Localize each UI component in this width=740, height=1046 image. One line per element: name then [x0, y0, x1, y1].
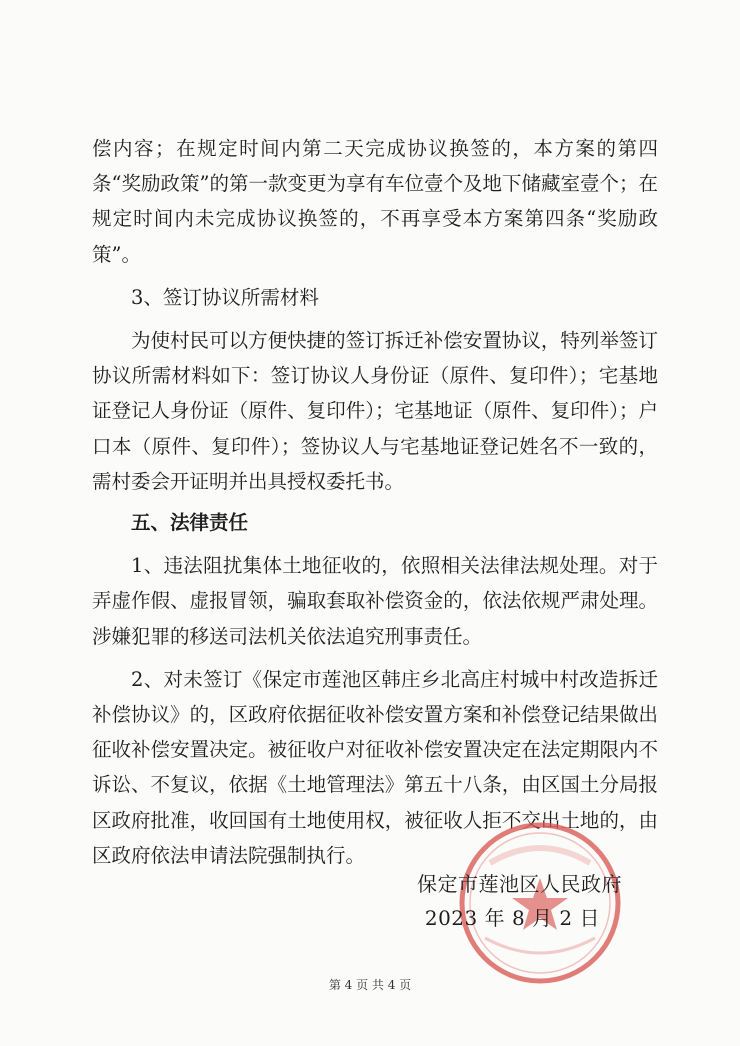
signature-date: 2023 年 8 月 2 日: [424, 906, 600, 930]
section-heading-legal-liability: 五、法律责任: [131, 511, 249, 535]
body-text: [92, 131, 658, 873]
subheading-signing-materials: 3、签订协议所需材料: [131, 285, 319, 309]
page-number: 第 4 页 共 4 页: [328, 978, 412, 992]
signature-organization: 保定市莲池区人民政府: [417, 872, 622, 896]
paragraph-liability-1: 1、违法阻扰集体土地征收的，依照相关法律法规处理。对于弄虚作假、虚报冒领，骗取套取补偿资金的，依法依规严肃处理。涉嫌犯罪的移送司法机关依法追究刑事责任。: [92, 554, 658, 648]
paragraph-continuation: 偿内容；在规定时间内第二天完成协议换签的，本方案的第四条“奖励政策”的第一款变更为享有车位壹个及地下储藏室壹个；在规定时间内未完成协议换签的，不再享受本方案第四条“奖励政策”。: [92, 137, 658, 266]
paragraph-liability-2: 2、对未签订《保定市莲池区韩庄乡北高庄村城中村改造拆迁补偿协议》的，区政府依据征收补偿安置方案和补偿登记结果做出征收补偿安置决定。被征收户对征收补偿安置决定在法定期限内不诉讼、不复议，依据《土地管理法》第五十八条，由区国土分局报区政府批准，收回国有土地使用权，被征收人拒不交出土地的，由区政府依法申请法院强制执行。: [92, 667, 658, 867]
paragraph-materials: 为使村民可以方便快捷的签订拆迁补偿安置协议，特列举签订协议所需材料如下：签订协议人身份证（原件、复印件）；宅基地证登记人身份证（原件、复印件）；宅基地证（原件、复印件）；户口本（原件、复印件）；签协议人与宅基地证登记姓名不一致的，需村委会开证明并出具授权委托书。: [92, 329, 658, 493]
